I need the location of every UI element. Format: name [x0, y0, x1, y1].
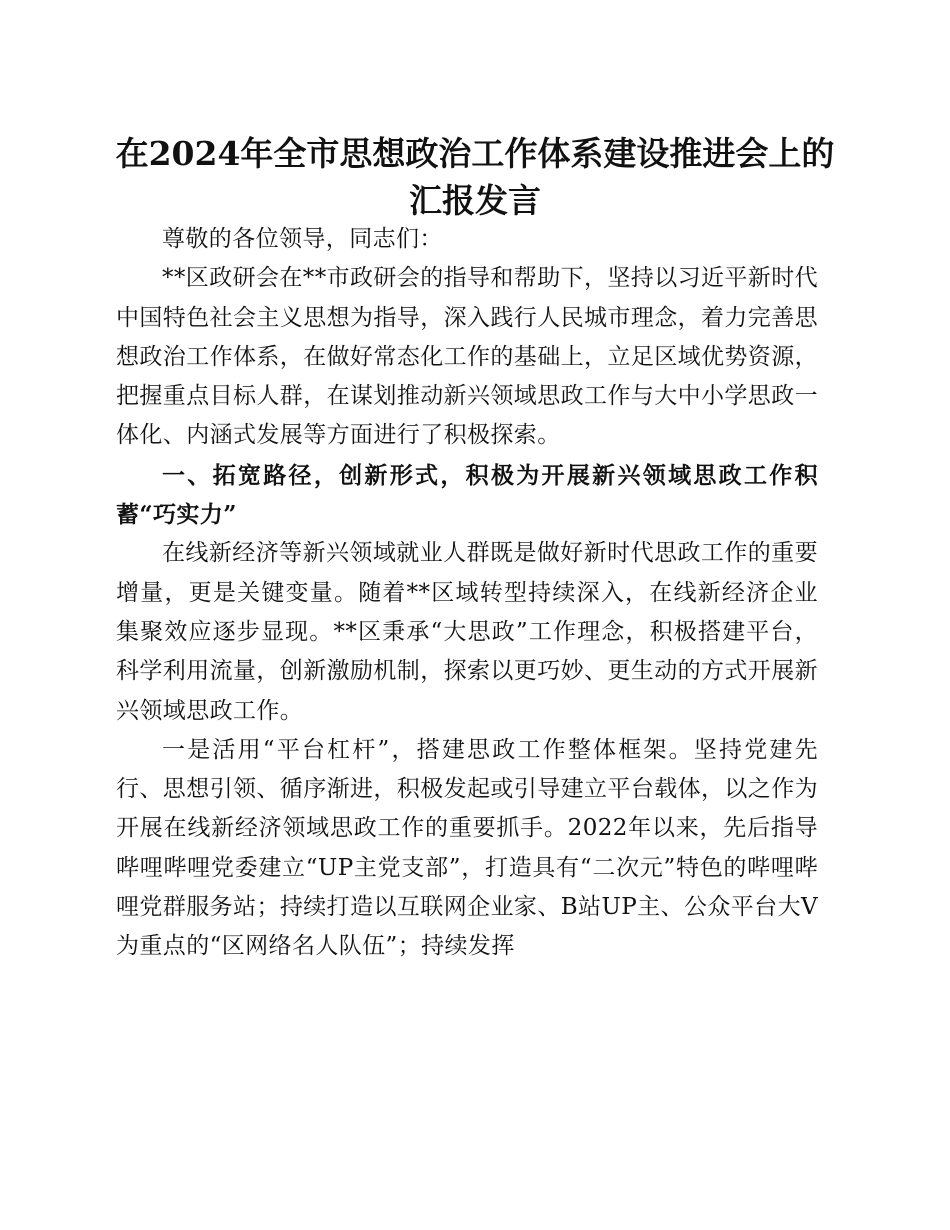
section-heading-1: 一、拓宽路径，创新形式，积极为开展新兴领域思政工作积蓄“巧实力”	[116, 461, 818, 529]
salutation: 尊敬的各位领导，同志们：	[162, 226, 443, 252]
body-paragraph-1: 在线新经济等新兴领域就业人群既是做好新时代思政工作的重要增量，更是关键变量。随着**区域转型持续深入，在线新经济企业集聚效应逐步显现。**区秉承“大思政”工作理念，积极搭建平台，科学利用流量，创新激励机制，探索以更巧妙、更生动的方式开展新兴领域思政工作。	[116, 540, 818, 724]
document-title: 在2024年全市思想政治工作体系建设推进会上的汇报发言	[115, 134, 835, 220]
intro-paragraph: **区政研会在**市政研会的指导和帮助下，坚持以习近平新时代中国特色社会主义思想为指导，深入践行人民城市理念，着力完善思想政治工作体系，在做好常态化工作的基础上，立足区域优势资源，把握重点目标人群，在谋划推动新兴领域思政工作与大中小学思政一体化、内涵式发展等方面进行了积极探索。	[116, 265, 818, 449]
document-body	[116, 220, 818, 967]
body-paragraph-2: 一是活用“平台杠杆”，搭建思政工作整体框架。坚持党建先行、思想引领、循序渐进，积极发起或引导建立平台载体，以之作为开展在线新经济领域思政工作的重要抓手。2022年以来，先后指导哔哩哔哩党委建立“UP主党支部”，打造具有“二次元”特色的哔哩哔哩党群服务站；持续打造以互联网企业家、B站UP主、公众平台大V为重点的“区网络名人队伍”；持续发挥	[116, 736, 818, 960]
